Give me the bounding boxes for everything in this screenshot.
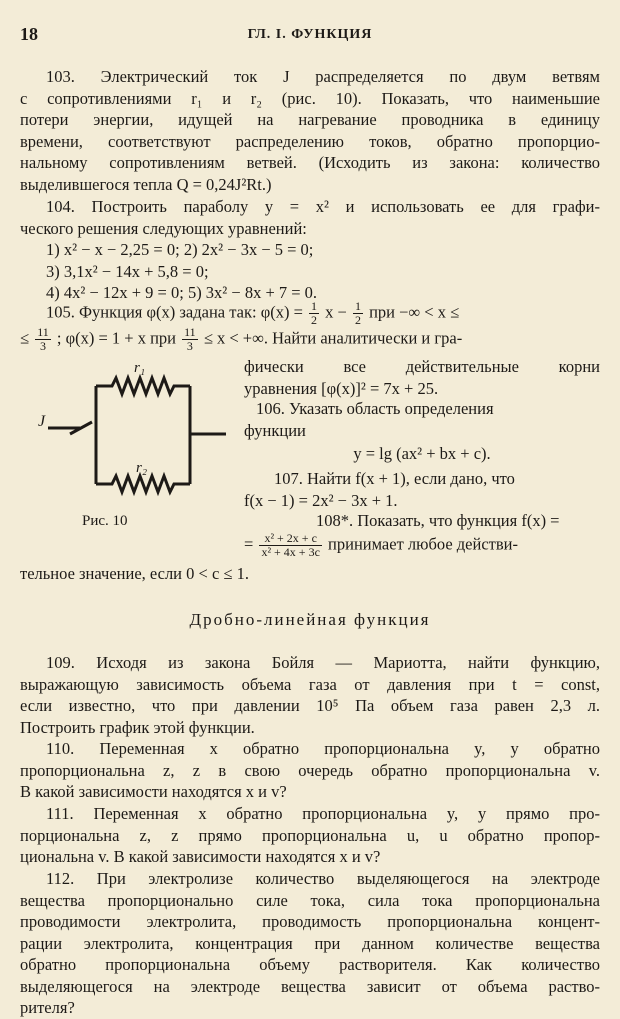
fraction-denominator: 2: [354, 313, 361, 327]
problem-112-line-5: обратно пропорциональна объему растворителя. Как количество: [20, 955, 600, 974]
chapter-title: ГЛ. I. ФУНКЦИЯ: [247, 27, 373, 42]
problem-109-line-2: выражающую зависимость объема газа от давления при t = const,: [20, 674, 600, 694]
problem-108-line-3: тельное значение, если 0 < c ≤ 1.: [20, 564, 249, 583]
problem-105-text-a: 105. Функция φ(x) задана так: φ(x) =: [46, 302, 303, 322]
problem-103-line-6: выделившегося тепла Q = 0,24J²Rt.): [20, 174, 272, 194]
problem-105: [20, 300, 600, 354]
problem-108-line-2: [244, 532, 600, 562]
problem-103: [20, 66, 600, 195]
problem-104-line-1: 104. Построить параболу y = x² и использовать ее для графи-: [46, 197, 600, 216]
fraction-numerator: x² + 2x + c: [259, 532, 321, 546]
problem-105-text-d: ; φ(x) = 1 + x при: [56, 328, 176, 348]
problem-105-text-b: x −: [325, 302, 347, 322]
problem-109-line-1: 109. Исходя из закона Бойля — Мариотта, найти функцию,: [46, 653, 600, 672]
fraction-eleven-thirds: [35, 326, 51, 353]
problem-103-line-5: нальному сопротивлениям ветвей. (Исходить из закона: количество: [20, 153, 600, 172]
fraction-denominator: x² + 4x + 3c: [261, 544, 320, 559]
problem-110-line-1: 110. Переменная x обратно пропорциональна y, y обратно: [46, 739, 600, 758]
problem-108-line-1: 108*. Показать, что функция f(x) =: [316, 511, 560, 530]
problem-108-end: [20, 563, 600, 585]
fraction-numerator: 1: [311, 299, 318, 313]
fraction-denominator: 3: [186, 339, 193, 353]
problem-105-line-4: уравнения [φ(x)]² = 7x + 25.: [244, 378, 439, 398]
fraction-eleven-thirds-2: [182, 326, 198, 353]
fraction-one-half-2: [353, 300, 363, 327]
problem-108-text: принимает любое действи-: [328, 533, 518, 553]
problem-107: [244, 468, 600, 511]
problem-105-line-2: [20, 326, 600, 354]
problem-104: [20, 196, 600, 304]
section-title: Дробно-линейная функция: [189, 610, 431, 629]
problem-105-le-sign: ≤: [20, 328, 30, 348]
problem-108: [244, 510, 600, 562]
problem-111: [20, 803, 600, 868]
problem-105-continued: [244, 356, 600, 399]
problem-109-line-3: если известно, что при давлении 10⁵ Па объем газа равен 2,3 л.: [20, 696, 600, 715]
problem-110: [20, 738, 600, 803]
problem-105-text-e: ≤ x < +∞. Найти аналитически и гра-: [203, 328, 463, 348]
label-current: J: [38, 413, 46, 430]
problem-106-line-2: функции: [244, 420, 306, 440]
problem-107-line-1: 107. Найти f(x + 1), если дано, что: [274, 469, 515, 488]
figure-caption: Рис. 10: [82, 513, 128, 529]
fraction-denominator: 3: [39, 339, 46, 353]
resistor-r2: [96, 476, 190, 492]
problem-104-equations-1: 1) x² − x − 2,25 = 0; 2) 2x² − 3x − 5 = 0;: [46, 240, 314, 259]
problem-110-line-2: пропорциональна z, z в свою очередь обратно пропорциональна v.: [20, 760, 600, 780]
problem-104-equations-3: 4) 4x² − 12x + 9 = 0; 5) 3x² − 8x + 7 = 0.: [46, 283, 318, 302]
problem-103-line-3: потери энергии, идущей на нагревание проводника в единицу: [20, 110, 600, 129]
problem-104-equations-2: 3) 3,1x² − 14x + 5,8 = 0;: [46, 261, 209, 281]
problem-105-text-c: при −∞ < x ≤: [369, 302, 460, 322]
problem-103-line-1: 103. Электрический ток J распределяется по двум ветвям: [46, 67, 600, 86]
problem-106: [244, 398, 600, 465]
label-r2: r₂: [136, 460, 148, 476]
problem-112-line-2: вещества пропорционально силе тока, сила тока пропорциональна: [20, 890, 600, 910]
problem-112-line-7: рителя?: [20, 998, 75, 1017]
problem-108-equals: =: [244, 533, 254, 553]
fraction-denominator: 2: [311, 313, 318, 327]
problem-109: [20, 652, 600, 738]
problem-105-line-1: [20, 300, 600, 326]
problem-112-line-1: 112. При электролизе количество выделяющегося на электроде: [46, 869, 600, 888]
page-header: [20, 24, 600, 46]
problem-107-line-2: f(x − 1) = 2x² − 3x + 1.: [244, 490, 398, 510]
resistor-r1: [96, 378, 190, 394]
fraction-numerator: 11: [184, 325, 196, 339]
circuit-figure: [28, 356, 238, 536]
problem-104-line-2: ческого решения следующих уравнений:: [20, 218, 307, 238]
label-r1: r₁: [134, 360, 146, 376]
problem-109-line-4: Построить график этой функции.: [20, 717, 255, 737]
problem-108-fraction: [259, 532, 321, 559]
problem-110-line-3: В какой зависимости находятся x и v?: [20, 782, 287, 801]
fraction-one-half: [309, 300, 319, 327]
problem-106-line-1: 106. Указать область определения: [256, 399, 494, 418]
fraction-numerator: 11: [37, 325, 49, 339]
page-number: 18: [20, 24, 38, 44]
fraction-numerator: 1: [354, 299, 361, 313]
problem-111-line-2: порциональна z, z прямо пропорциональна u, u обратно пропор-: [20, 825, 600, 845]
problem-111-line-1: 111. Переменная x обратно пропорциональна y, y прямо про-: [46, 804, 600, 823]
problem-112-line-4: рации электролита, концентрация при данном количестве вещества: [20, 933, 600, 953]
problem-106-equation: y = lg (ax² + bx + c).: [353, 444, 491, 463]
problem-103-line-2: с сопротивлениями r₁ и r₂ (рис. 10). Показать, что наименьшие: [20, 88, 600, 108]
problem-103-line-4: времени, соответствуют распределению токов, обратно пропорцио-: [20, 131, 600, 151]
problem-112-line-6: выделяющегося на электроде вещества зависит от объема раство-: [20, 976, 600, 996]
problem-112: [20, 868, 600, 1019]
problem-112-line-3: проводимости электролита, проводимость пропорциональна концент-: [20, 912, 600, 931]
problem-111-line-3: циональна v. В какой зависимости находятся x и v?: [20, 847, 381, 866]
problem-105-line-3: фически все действительные корни: [244, 357, 600, 376]
